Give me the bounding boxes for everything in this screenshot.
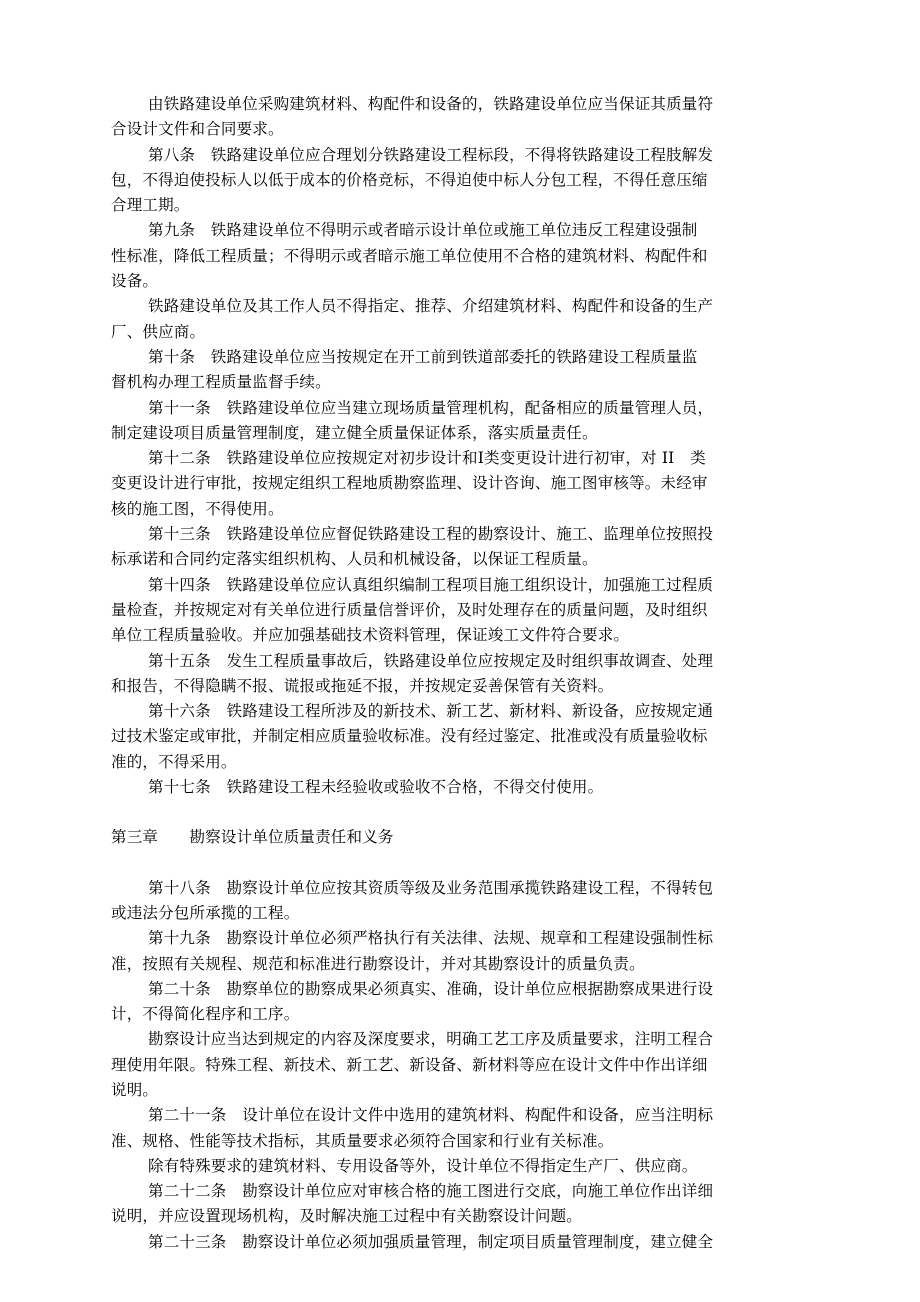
paragraph-line: 第二十三条 勘察设计单位必须加强质量管理，制定项目质量管理制度，建立健全	[148, 1232, 714, 1251]
paragraph-line: 说明，并应设置现场机构，及时解决施工过程中有关勘察设计问题。	[111, 1207, 583, 1226]
paragraph-line: 第八条 铁路建设单位应合理划分铁路建设工程标段，不得将铁路建设工程肢解发	[148, 145, 714, 164]
paragraph-line: 理使用年限。特殊工程、新技术、新工艺、新设备、新材料等应在设计文件中作出详细	[111, 1055, 708, 1074]
paragraph-line: 第十二条 铁路建设单位应按规定对初步设计和Ⅰ类变更设计进行初审，对 II 类	[148, 449, 706, 468]
paragraph	[111, 1179, 816, 1230]
paragraph-line: 第十条 铁路建设单位应当按规定在开工前到铁道部委托的铁路建设工程质量监	[148, 347, 698, 366]
paragraph-line: 准，按照有关规程、规范和标准进行勘察设计，并对其勘察设计的质量负责。	[111, 954, 645, 973]
paragraph-line: 量检查，并按规定对有关单位进行质量信誉评价，及时处理存在的质量问题，及时组织	[111, 600, 708, 619]
paragraph-line: 厂、供应商。	[111, 322, 206, 341]
paragraph-line: 过技术鉴定或审批，并制定相应质量验收标准。没有经过鉴定、批准或没有质量验收标	[111, 727, 708, 746]
paragraph	[111, 143, 816, 219]
paragraph-line: 第十一条 铁路建设单位应当建立现场质量管理机构，配备相应的质量管理人员，	[148, 398, 714, 417]
paragraph	[111, 699, 816, 775]
paragraph	[111, 92, 816, 143]
document-page	[111, 92, 816, 1255]
paragraph-line: 变更设计进行审批，按规定组织工程地质勘察监理、设计咨询、施工图审核等。未经审	[111, 474, 708, 493]
paragraph-line: 性标准，降低工程质量；不得明示或者暗示施工单位使用不合格的建筑材料、构配件和	[111, 246, 708, 265]
paragraph-line: 和报告，不得隐瞒不报、谎报或拖延不报，并按规定妥善保管有关资料。	[111, 676, 614, 695]
paragraph-line: 合理工期。	[111, 196, 190, 215]
paragraph	[111, 573, 816, 649]
paragraph	[111, 876, 816, 927]
paragraph-line: 或违法分包所承揽的工程。	[111, 903, 300, 922]
paragraph-line: 说明。	[111, 1080, 159, 1099]
paragraph	[111, 345, 816, 396]
paragraph	[111, 1154, 816, 1179]
paragraph	[111, 1230, 816, 1255]
paragraph-line: 第十七条 铁路建设工程未经验收或验收不合格，不得交付使用。	[148, 778, 604, 797]
paragraph-line: 由铁路建设单位采购建筑材料、构配件和设备的，铁路建设单位应当保证其质量符	[148, 95, 714, 113]
paragraph-line: 除有特殊要求的建筑材料、专用设备等外，设计单位不得指定生产厂、供应商。	[148, 1156, 698, 1175]
paragraph-line: 第十六条 铁路建设工程所涉及的新技术、新工艺、新材料、新设备，应按规定通	[148, 702, 714, 721]
paragraph-line: 第二十一条 设计单位在设计文件中选用的建筑材料、构配件和设备，应当注明标	[148, 1106, 714, 1125]
paragraph	[111, 926, 816, 977]
paragraph-line: 制定建设项目质量管理制度，建立健全质量保证体系，落实质量责任。	[111, 423, 598, 442]
paragraph-line: 勘察设计应当达到规定的内容及深度要求，明确工艺工序及质量要求，注明工程合	[148, 1030, 714, 1049]
paragraph	[111, 1103, 816, 1154]
paragraph	[111, 396, 816, 447]
paragraph-line: 准的，不得采用。	[111, 752, 237, 771]
paragraph	[111, 1027, 816, 1103]
paragraph-line: 第十八条 勘察设计单位应按其资质等级及业务范围承揽铁路建设工程，不得转包	[148, 878, 714, 897]
paragraph	[111, 522, 816, 573]
paragraph-line: 单位工程质量验收。并应加强基础技术资料管理，保证竣工文件符合要求。	[111, 626, 630, 645]
paragraph-line: 第二十条 勘察单位的勘察成果必须真实、准确，设计单位应根据勘察成果进行设	[148, 979, 714, 998]
document-body-part-1	[111, 92, 816, 800]
paragraph-line: 督机构办理工程质量监督手续。	[111, 373, 331, 392]
paragraph	[111, 649, 816, 700]
paragraph-line: 第十九条 勘察设计单位必须严格执行有关法律、法规、规章和工程建设强制性标	[148, 929, 714, 948]
document-body-part-2	[111, 876, 816, 1255]
paragraph-line: 第十三条 铁路建设单位应督促铁路建设工程的勘察设计、施工、监理单位按照投	[148, 525, 714, 544]
paragraph	[111, 977, 816, 1028]
paragraph-line: 合设计文件和合同要求。	[111, 120, 284, 139]
paragraph-line: 标承诺和合同约定落实组织机构、人员和机械设备，以保证工程质量。	[111, 550, 598, 569]
paragraph	[111, 218, 816, 294]
paragraph-line: 包，不得迫使投标人以低于成本的价格竞标，不得迫使中标人分包工程，不得任意压缩	[111, 170, 708, 189]
paragraph-line: 第二十二条 勘察设计单位应对审核合格的施工图进行交底，向施工单位作出详细	[148, 1182, 714, 1201]
paragraph-line: 第十四条 铁路建设单位应认真组织编制工程项目施工组织设计，加强施工过程质	[148, 575, 714, 594]
paragraph-line: 核的施工图，不得使用。	[111, 499, 284, 518]
paragraph-line: 第十五条 发生工程质量事故后，铁路建设单位应按规定及时组织事故调查、处理	[148, 651, 714, 670]
paragraph-line: 准、规格、性能等技术指标，其质量要求必须符合国家和行业有关标准。	[111, 1131, 614, 1150]
chapter-heading: 第三章 勘察设计单位质量责任和义务	[111, 828, 394, 847]
paragraph-line: 铁路建设单位及其工作人员不得指定、推荐、介绍建筑材料、构配件和设备的生产	[148, 297, 714, 316]
paragraph-line: 第九条 铁路建设单位不得明示或者暗示设计单位或施工单位违反工程建设强制	[148, 221, 698, 240]
paragraph-line: 设备。	[111, 272, 159, 291]
paragraph-line: 计，不得简化程序和工序。	[111, 1005, 300, 1024]
paragraph	[111, 775, 816, 800]
paragraph	[111, 294, 816, 345]
paragraph	[111, 446, 816, 522]
